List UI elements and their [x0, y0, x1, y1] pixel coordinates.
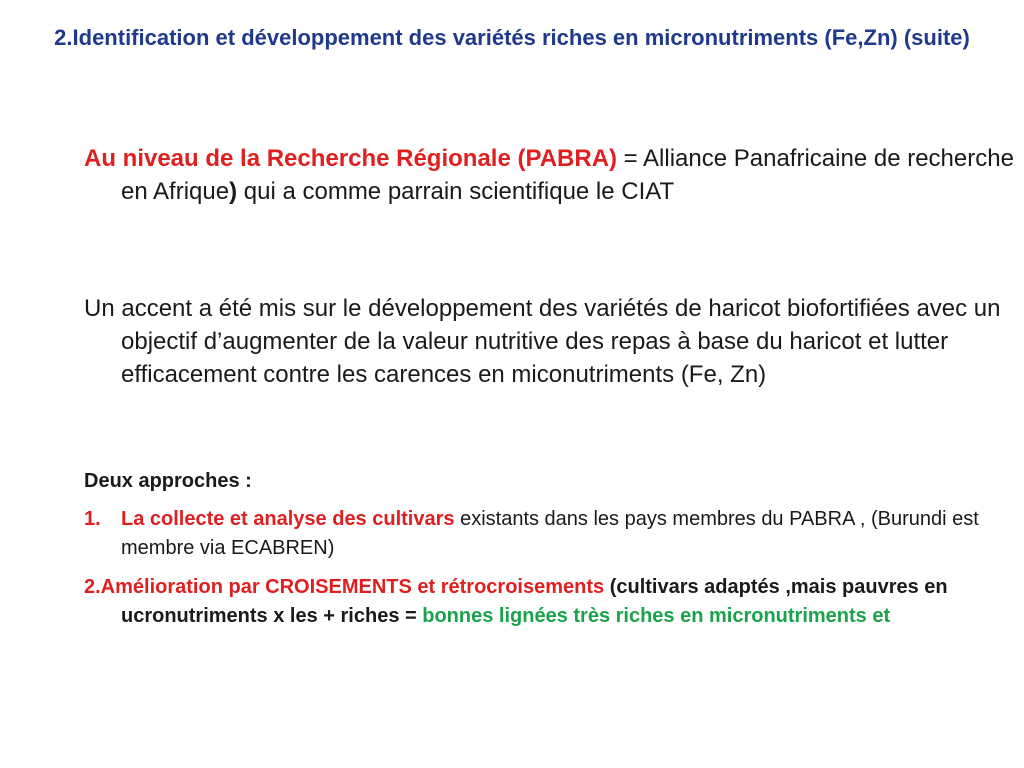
pabra-text-2: qui a comme parrain scientifique le CIAT — [237, 178, 675, 205]
approaches-heading: Deux approches : — [84, 470, 252, 492]
amelioration-heading: 2.Amélioration par CROISEMENTS et rétrocroisements — [84, 576, 605, 598]
paragraph-accent: Un accent a été mis sur le développement des variétés de haricot biofortifiées avec un objectif d’augmenter de la valeur nutritive des repas à base du haricot et lutter efficacement contre les carences en miconutriments (Fe, Zn) — [84, 295, 1001, 388]
slide-title: 2.Identification et développement des variétés riches en micronutriments (Fe,Zn) (suite) — [54, 25, 970, 50]
collecte-text: existants dans les pays membres du PABRA , (Burundi est membre via ECABREN) — [121, 508, 979, 559]
amelioration-result: bonnes lignées très riches en micronutriments et — [422, 605, 891, 627]
list-number-1: 1. — [84, 508, 101, 530]
collecte-heading: La collecte et analyse des cultivars — [121, 508, 455, 530]
list-item-collecte — [84, 505, 1021, 563]
amelioration-text: (cultivars adaptés ,mais pauvres en ucronutriments x les + riches = — [121, 576, 948, 627]
list-item-amelioration — [84, 573, 1021, 631]
pabra-heading: Au niveau de la Recherche Régionale (PABRA) — [84, 145, 618, 172]
pabra-text-1: = Alliance Panafricaine de recherche en Afrique — [121, 145, 1014, 205]
pabra-paren: ) — [229, 178, 238, 205]
paragraph-pabra — [84, 142, 1021, 208]
